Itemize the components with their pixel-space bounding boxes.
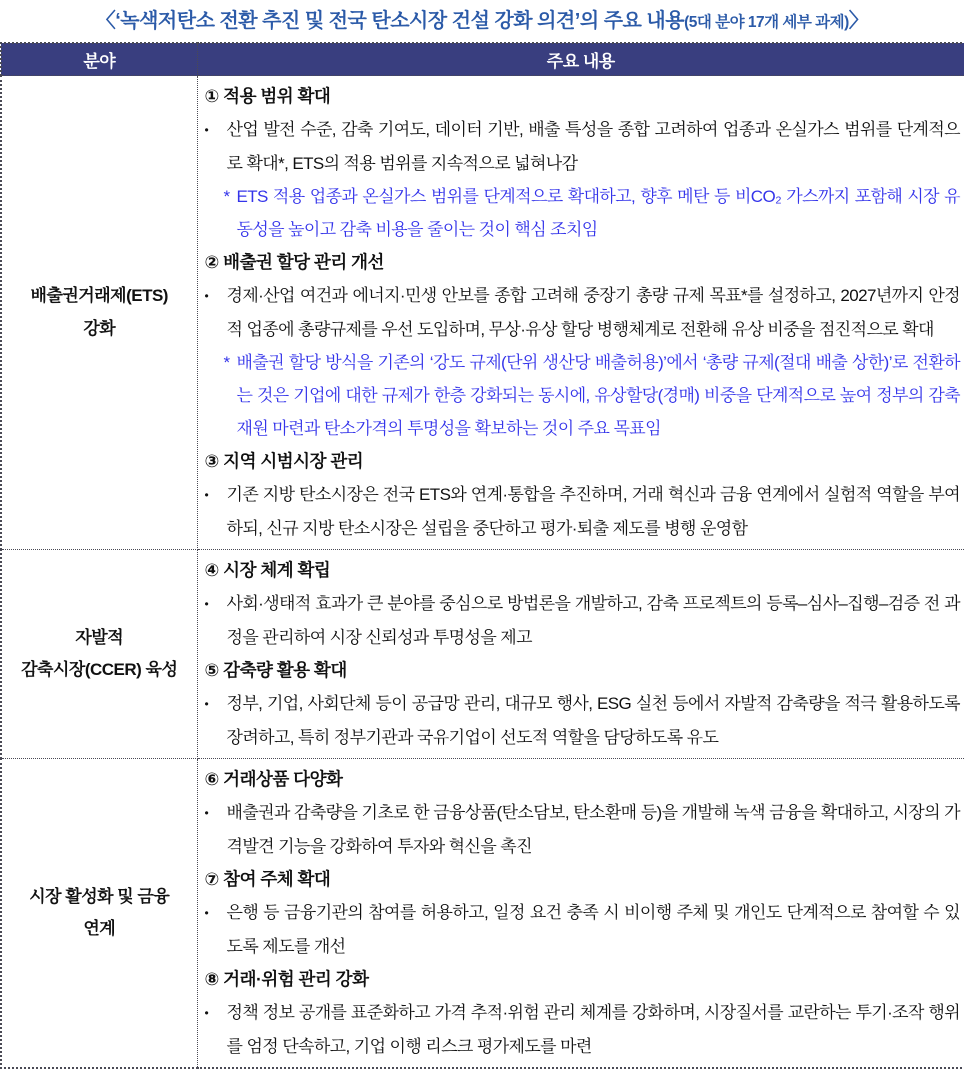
bullet-item (205, 113, 961, 180)
bullet-marker: • (204, 1006, 209, 1020)
section-heading: ⑦ 참여 주체 확대 (204, 869, 331, 889)
category-cell (1, 550, 197, 759)
item-text: 경제·산업 여건과 에너지·민생 안보를 종합 고려해 중장기 총량 규제 목표*를 설정하고, 2027년까지 안정적 업종에 총량규제를 우선 도입하며, 무상·유상 할당 병행체계로 전환해 유상 비중을 점진적으로 확대 (226, 286, 960, 339)
item-text: 기존 지방 탄소시장은 전국 ETS와 연계·통합을 추진하며, 거래 혁신과 금융 연계에서 실험적 역할을 부여하되, 신규 지방 탄소시장은 설립을 중단하고 평가·퇴출 제도를 병행 운영함 (226, 485, 960, 538)
section-heading: ⑧ 거래·위험 관리 강화 (204, 969, 369, 989)
content-cell (197, 76, 964, 550)
column-header-content: 주요 내용 (197, 43, 964, 76)
table-row (1, 759, 964, 1069)
item-text: 사회·생태적 효과가 큰 분야를 중심으로 방법론을 개발하고, 감축 프로젝트의 등록–심사–집행–검증 전 과정을 관리하여 시장 신뢰성과 투명성을 제고 (226, 594, 960, 647)
category-line: 감축시장(CCER) 육성 (21, 660, 178, 679)
item-text: 배출권 할당 방식을 기존의 ‘강도 규제(단위 생산당 배출허용)’에서 ‘총량 규제(절대 배출 상한)’로 전환하는 것은 기업에 대한 규제가 한층 강화되는 동시에, 유상할당(경매) 비중을 단계적으로 높여 정부의 감축 재원 마련과 탄소가격의 투명성을 확보하는 것이 주요 목표임 (236, 353, 960, 438)
bullet-item (205, 896, 961, 963)
bullet-item (205, 478, 961, 545)
category-line: 강화 (83, 318, 116, 338)
header-row (1, 43, 964, 76)
section-heading: ⑤ 감축량 활용 확대 (204, 660, 347, 680)
bullet-marker: • (204, 289, 209, 303)
category-line: 배출권거래제(ETS) (30, 286, 168, 306)
section-heading: ② 배출권 할당 관리 개선 (204, 252, 384, 272)
category-line: 연계 (83, 919, 116, 938)
bullet-marker: • (204, 597, 209, 611)
bullet-marker: • (204, 123, 209, 137)
category-line: 자발적 (75, 627, 124, 647)
section-heading: ⑥ 거래상품 다양화 (204, 769, 343, 789)
bullet-item (205, 279, 961, 346)
table-row (1, 550, 964, 759)
bullet-item (205, 587, 961, 654)
page-title-close-bracket: 〉 (848, 10, 869, 32)
section-heading: ④ 시장 체계 확립 (204, 560, 331, 580)
bullet-marker: • (204, 806, 209, 820)
category-line: 시장 활성화 및 금융 (29, 886, 170, 906)
item-text: 정책 정보 공개를 표준화하고 가격 추적·위험 관리 체계를 강화하며, 시장질서를 교란하는 투기·조작 행위를 엄정 단속하고, 기업 이행 리스크 평가제도를 마련 (226, 1003, 960, 1056)
bullet-marker: • (204, 697, 209, 711)
column-header-category: 분야 (1, 43, 197, 76)
footnote-text (205, 180, 961, 246)
content-cell (197, 550, 964, 759)
table-body (1, 76, 964, 1069)
section-heading: ③ 지역 시범시장 관리 (204, 451, 364, 471)
page-title-subtitle: (5대 분야 17개 세부 과제) (684, 14, 849, 31)
bullet-item (205, 996, 961, 1063)
bullet-item (205, 796, 961, 863)
category-cell (1, 76, 197, 550)
bullet-item (205, 687, 961, 754)
summary-table (0, 42, 964, 1069)
category-cell (1, 759, 197, 1069)
item-text: 산업 발전 수준, 감축 기여도, 데이터 기반, 배출 특성을 종합 고려하여 업종과 온실가스 범위를 단계적으로 확대*, ETS의 적용 범위를 지속적으로 넓혀나감 (226, 120, 960, 173)
section-heading: ① 적용 범위 확대 (204, 86, 331, 106)
page-title-main: 〈‘녹색저탄소 전환 추진 및 전국 탄소시장 건설 강화 의견’의 주요 내용 (95, 10, 685, 32)
item-text: 배출권과 감축량을 기초로 한 금융상품(탄소담보, 탄소환매 등)을 개발해 녹색 금융을 확대하고, 시장의 가격발견 기능을 강화하여 투자와 혁신을 촉진 (226, 803, 960, 856)
asterisk-marker: * (223, 353, 230, 372)
content-cell (197, 759, 964, 1069)
item-text: ETS 적용 업종과 온실가스 범위를 단계적으로 확대하고, 향후 메탄 등 비CO₂ 가스까지 포함해 시장 유동성을 높이고 감축 비용을 줄이는 것이 핵심 조치임 (236, 187, 960, 239)
footnote-text (205, 346, 961, 445)
item-text: 은행 등 금융기관의 참여를 허용하고, 일정 요건 충족 시 비이행 주체 및 개인도 단계적으로 참여할 수 있도록 제도를 개선 (226, 903, 960, 956)
item-text: 정부, 기업, 사회단체 등이 공급망 관리, 대규모 행사, ESG 실천 등에서 자발적 감축량을 적극 활용하도록 장려하고, 특히 정부기관과 국유기업이 선도적 역할을 담당하도록 유도 (226, 694, 960, 747)
bullet-marker: • (204, 906, 209, 920)
asterisk-marker: * (223, 187, 230, 206)
page-title (0, 0, 964, 42)
table-row (1, 76, 964, 550)
bullet-marker: • (204, 488, 209, 502)
